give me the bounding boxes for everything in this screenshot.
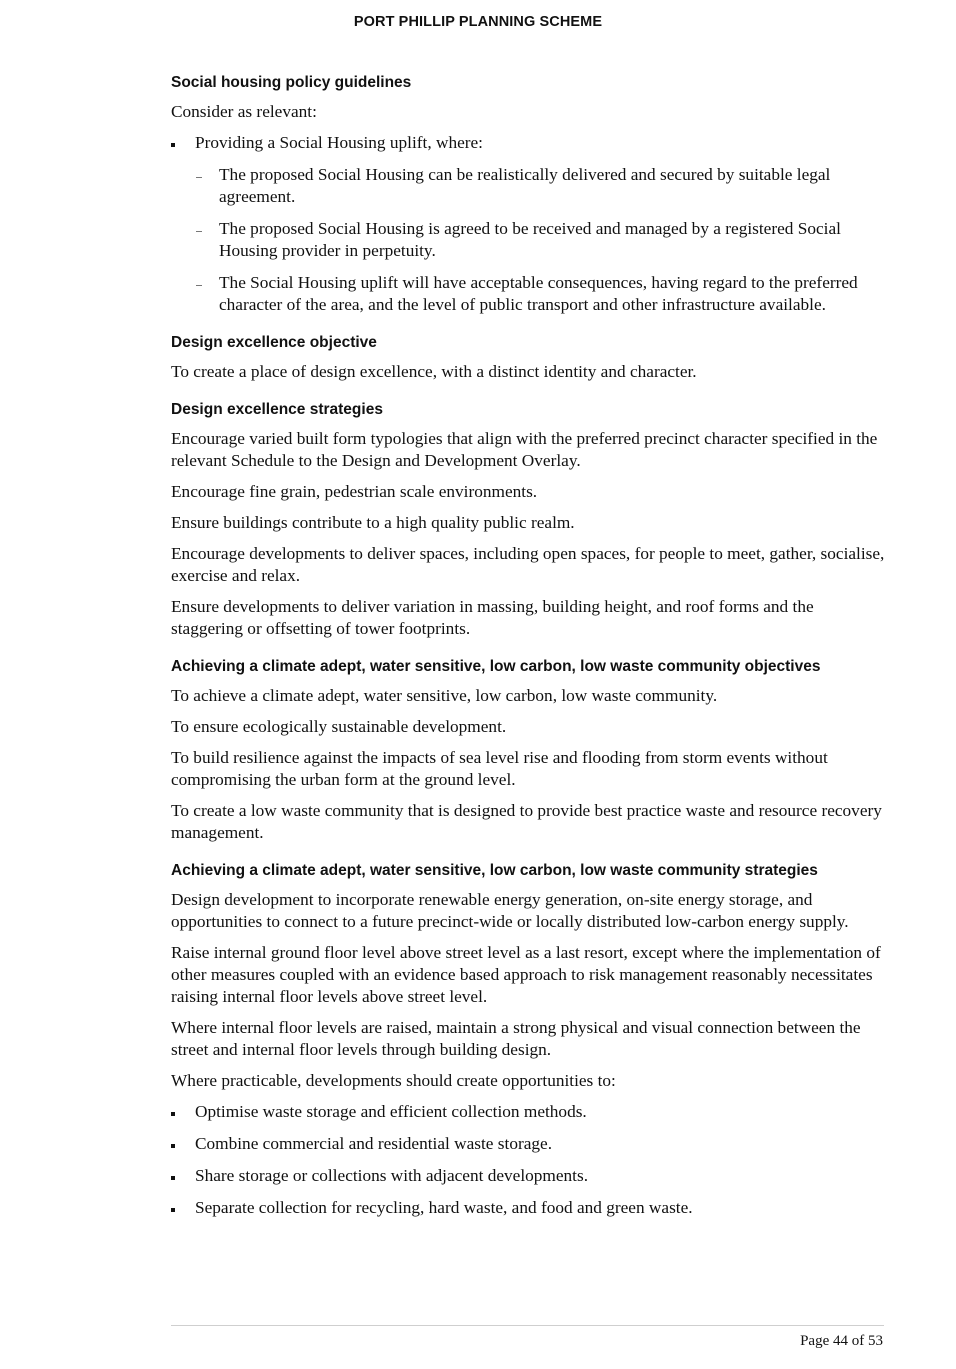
section-heading: Design excellence objective <box>171 334 377 351</box>
paragraph: Ensure buildings contribute to a high quality public realm. <box>171 513 575 532</box>
section-heading: Achieving a climate adept, water sensitive, low carbon, low waste community objectives <box>171 658 821 675</box>
dash-marker-icon <box>195 272 205 294</box>
paragraph: Design development to incorporate renewable energy generation, on-site energy storage, and opportunities to connect to a future precinct-wide or locally distributed low-carbon energy supply. <box>171 890 849 931</box>
section-heading: Social housing policy guidelines <box>171 74 412 91</box>
bullet-item <box>171 1165 885 1187</box>
page-number: Page 44 of 53 <box>800 1333 883 1349</box>
bullet-text: Optimise waste storage and efficient collection methods. <box>195 1102 587 1121</box>
paragraph: Encourage fine grain, pedestrian scale environments. <box>171 482 538 501</box>
paragraph: Encourage developments to deliver spaces, including open spaces, for people to meet, gather, socialise, exercise and relax. <box>171 544 885 585</box>
bullet-item <box>171 132 885 316</box>
dash-marker-icon <box>195 164 205 186</box>
sub-item <box>195 218 885 262</box>
paragraph: Where practicable, developments should create opportunities to: <box>171 1071 616 1090</box>
paragraph: To achieve a climate adept, water sensitive, low carbon, low waste community. <box>171 686 718 705</box>
bullet-text: Providing a Social Housing uplift, where: <box>195 133 483 152</box>
sub-item-text: The proposed Social Housing can be realistically delivered and secured by suitable legal agreement. <box>219 165 831 206</box>
bullet-item <box>171 1101 885 1123</box>
paragraph: Raise internal ground floor level above street level as a last resort, except where the implementation of other measures coupled with an evidence based approach to risk management reasonably necessitates raising internal floor levels above street level. <box>171 943 881 1006</box>
sub-item <box>195 164 885 208</box>
bullet-marker-icon <box>171 1165 179 1187</box>
paragraph: Where internal floor levels are raised, maintain a strong physical and visual connection between the street and internal floor levels through building design. <box>171 1018 861 1059</box>
paragraph: To ensure ecologically sustainable development. <box>171 717 507 736</box>
paragraph: To create a place of design excellence, with a distinct identity and character. <box>171 362 697 381</box>
sub-item-text: The proposed Social Housing is agreed to be received and managed by a registered Social Housing provider in perpetuity. <box>219 219 841 260</box>
climate-strategies-section <box>171 861 885 1219</box>
running-header: PORT PHILLIP PLANNING SCHEME <box>353 14 603 30</box>
section-heading: Achieving a climate adept, water sensitive, low carbon, low waste community strategies <box>171 862 818 879</box>
bullet-marker-icon <box>171 1133 179 1155</box>
section-heading: Design excellence strategies <box>171 401 383 418</box>
page-content <box>171 73 885 1229</box>
paragraph: Ensure developments to deliver variation in massing, building height, and roof forms and the staggering or offsetting of tower footprints. <box>171 597 814 638</box>
design-objective-section <box>171 333 885 383</box>
bullet-marker-icon <box>171 1197 179 1219</box>
bullet-text: Combine commercial and residential waste storage. <box>195 1134 553 1153</box>
bullet-text: Share storage or collections with adjacent developments. <box>195 1166 589 1185</box>
design-strategies-section <box>171 400 885 640</box>
bullet-item <box>171 1197 885 1219</box>
sub-item-text: The Social Housing uplift will have acceptable consequences, having regard to the preferred character of the area, and the level of public transport and other infrastructure available. <box>219 273 858 314</box>
bullet-list <box>171 132 885 316</box>
climate-objectives-section <box>171 657 885 844</box>
bullet-marker-icon <box>171 132 179 154</box>
sub-list <box>195 164 885 316</box>
footer-divider <box>171 1325 884 1326</box>
paragraph: To build resilience against the impacts of sea level rise and flooding from storm events without compromising the urban form at the ground level. <box>171 748 828 789</box>
dash-marker-icon <box>195 218 205 240</box>
paragraph: Consider as relevant: <box>171 102 317 121</box>
bullet-item <box>171 1133 885 1155</box>
bullet-marker-icon <box>171 1101 179 1123</box>
social-housing-section <box>171 73 885 316</box>
sub-item <box>195 272 885 316</box>
paragraph: To create a low waste community that is designed to provide best practice waste and resource recovery management. <box>171 801 882 842</box>
bullet-text: Separate collection for recycling, hard waste, and food and green waste. <box>195 1198 693 1217</box>
bullet-list <box>171 1101 885 1219</box>
paragraph: Encourage varied built form typologies that align with the preferred precinct character specified in the relevant Schedule to the Design and Development Overlay. <box>171 429 878 470</box>
